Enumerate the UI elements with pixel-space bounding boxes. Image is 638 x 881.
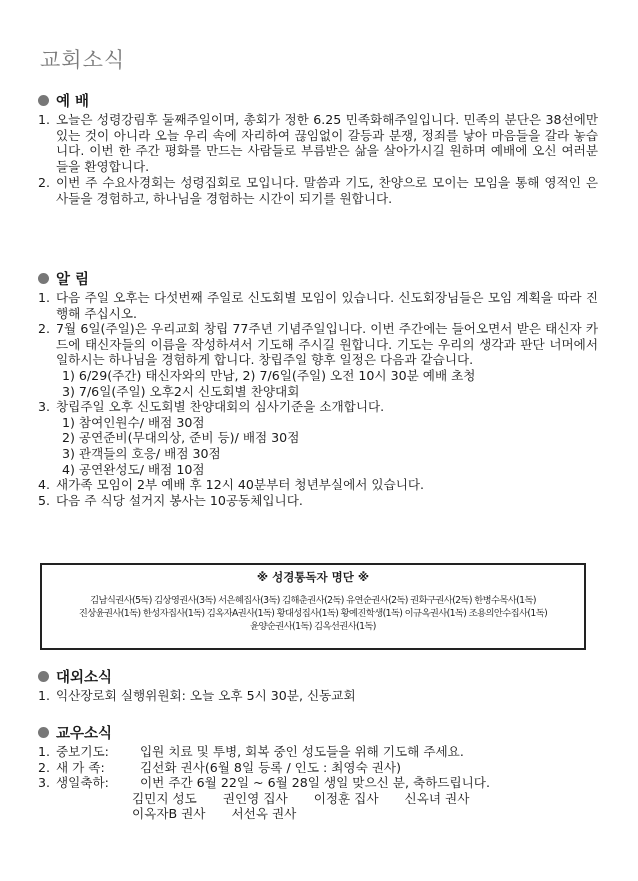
criteria-line: 4) 공연완성도/ 배점 10점	[62, 461, 205, 477]
worship-item-2	[38, 175, 598, 206]
announcement-item-3	[38, 399, 598, 415]
external-heading	[38, 666, 598, 686]
item-label: 생일축하:	[56, 775, 109, 791]
bible-box-line: 진상윤권사(1독) 한성자집사(1독) 김옥자A권사(1독) 황대성집사(1독) 황예진학생(1독) 이규옥권사(1독) 조용의안수집사(1독)	[78, 608, 548, 619]
item-text: 다음 주 식당 설거지 봉사는 10공동체입니다.	[56, 492, 303, 508]
birthday-name: 권인영 집사	[222, 790, 288, 806]
members-section	[38, 722, 598, 822]
announcement-item-1	[38, 290, 598, 321]
page-title: 교회소식	[40, 48, 126, 72]
birthday-name: 이옥자B 권사	[132, 806, 206, 822]
criteria-line: 2) 공연준비(무대의상, 준비 등)/ 배점 30점	[62, 430, 300, 446]
birthday-name: 김민지 성도	[132, 790, 197, 806]
external-item-1	[38, 688, 598, 704]
item-text: 새가족 모임이 2부 예배 후 12시 40분부터 청년부실에서 있습니다.	[56, 477, 425, 493]
worship-heading	[38, 90, 598, 110]
item-number: 5.	[38, 492, 51, 508]
bullet-icon	[38, 273, 49, 284]
item-number: 4.	[38, 477, 51, 493]
announcements-section	[38, 268, 598, 508]
item-number: 2.	[38, 321, 51, 337]
bible-box-line: 윤양순권사(1독) 김옥선권사(1독)	[250, 621, 376, 632]
item-label: 새 가 족:	[56, 759, 105, 775]
announcement-item-5	[38, 493, 598, 509]
worship-item-1	[38, 112, 598, 174]
members-item-birthday	[38, 775, 598, 791]
item-number: 1.	[38, 290, 51, 305]
item-number: 2.	[38, 759, 51, 775]
announcement-item-2	[38, 321, 598, 368]
criteria-line: 3) 관객들의 호응/ 배점 30점	[62, 445, 221, 461]
birthday-names-row	[38, 806, 598, 822]
worship-heading-label: 예 배	[56, 93, 90, 110]
birthday-name: 이정훈 집사	[313, 790, 379, 806]
item-label: 중보기도:	[56, 744, 109, 759]
external-section	[38, 666, 598, 704]
item-text: 7월 6일(주일)은 우리교회 창립 77주년 기념주일입니다. 이번 주간에는 들어오면서 받은 태신자 카드에 태신자들의 이름을 작성하셔서 기도해 주시길 원합니다. 기도는 우리의 생각과 판단 너머에서 일하시는 하나님을 경험하게 합니다. 창립주일 향후 일정은 다음과 같습니다.	[56, 321, 598, 368]
schedule-line: 1) 6/29(주간) 태신자와의 만남, 2) 7/6일(주일) 오전 10시 30분 예배 초청	[62, 367, 476, 383]
members-item-new-family	[38, 760, 598, 776]
announcement-item-4	[38, 477, 598, 493]
item-number: 3.	[38, 775, 51, 791]
bullet-icon	[38, 671, 49, 682]
bullet-icon	[38, 727, 49, 738]
item-text: 다음 주일 오후는 다섯번째 주일로 신도회별 모임이 있습니다. 신도회장님들은 모임 계획을 따라 진행해 주십시오.	[56, 290, 598, 321]
item-number: 1.	[38, 688, 51, 703]
item-text: 김선화 권사(6월 8일 등록 / 인도 : 최영숙 권사)	[140, 759, 402, 775]
item-number: 1.	[38, 112, 51, 127]
item-text: 이번 주간 6월 22일 ~ 6월 28일 생일 맞으신 분, 축하드립니다.	[140, 775, 490, 791]
bible-reading-box	[40, 563, 586, 650]
members-item-prayer	[38, 744, 598, 760]
members-heading-label: 교우소식	[56, 725, 113, 742]
criteria-line: 1) 참여인원수/ 배점 30점	[62, 414, 205, 430]
birthday-names-row	[38, 791, 598, 807]
item-text: 입원 치료 및 투병, 회복 중인 성도들을 위해 기도해 주세요.	[140, 744, 464, 759]
birthday-name: 신옥녀 권사	[404, 790, 470, 806]
announcements-heading-label: 알 림	[56, 271, 90, 288]
bible-box-line: 김남식권사(5독) 김상영권사(3독) 서은혜집사(3독) 김해춘권사(2독) 유연순권사(2독) 권화구권사(2독) 한병수목사(1독)	[90, 595, 536, 606]
announcements-heading	[38, 268, 598, 288]
birthday-name: 서선옥 권사	[231, 806, 297, 822]
item-text: 이번 주 수요사경회는 성령집회로 모입니다. 말씀과 기도, 찬양으로 모이는 모임을 통해 영적인 은사들을 경험하고, 하나님을 경험하는 시간이 되기를 원합니다.	[56, 175, 598, 206]
item-text: 익산장로회 실행위원회: 오늘 오후 5시 30분, 신동교회	[56, 688, 356, 703]
item-number: 1.	[38, 744, 51, 759]
item-text: 오늘은 성령강림후 둘째주일이며, 총회가 정한 6.25 민족화해주일입니다. 민족의 분단은 38선에만 있는 것이 아니라 오늘 우리 속에 자리하여 끊임없이 갈등과 분쟁, 정죄를 낳아 마음들을 갈라 놓습니다. 이번 한 주간 평화를 만드는 사람들로 부름받은 삶을 살아가시길 원하며 예배에 오신 여러분들을 환영합니다.	[56, 112, 598, 174]
item-number: 2.	[38, 175, 51, 191]
bullet-icon	[38, 95, 49, 106]
external-heading-label: 대외소식	[56, 669, 113, 686]
worship-section	[38, 90, 598, 207]
item-text: 창립주일 오후 신도회별 찬양대회의 심사기준을 소개합니다.	[56, 399, 385, 415]
bible-box-title: ※ 성경통독자 명단 ※	[256, 570, 370, 584]
schedule-line: 3) 7/6일(주일) 오후2시 신도회별 찬양대회	[62, 383, 300, 399]
members-heading	[38, 722, 598, 742]
item-number: 3.	[38, 399, 51, 415]
